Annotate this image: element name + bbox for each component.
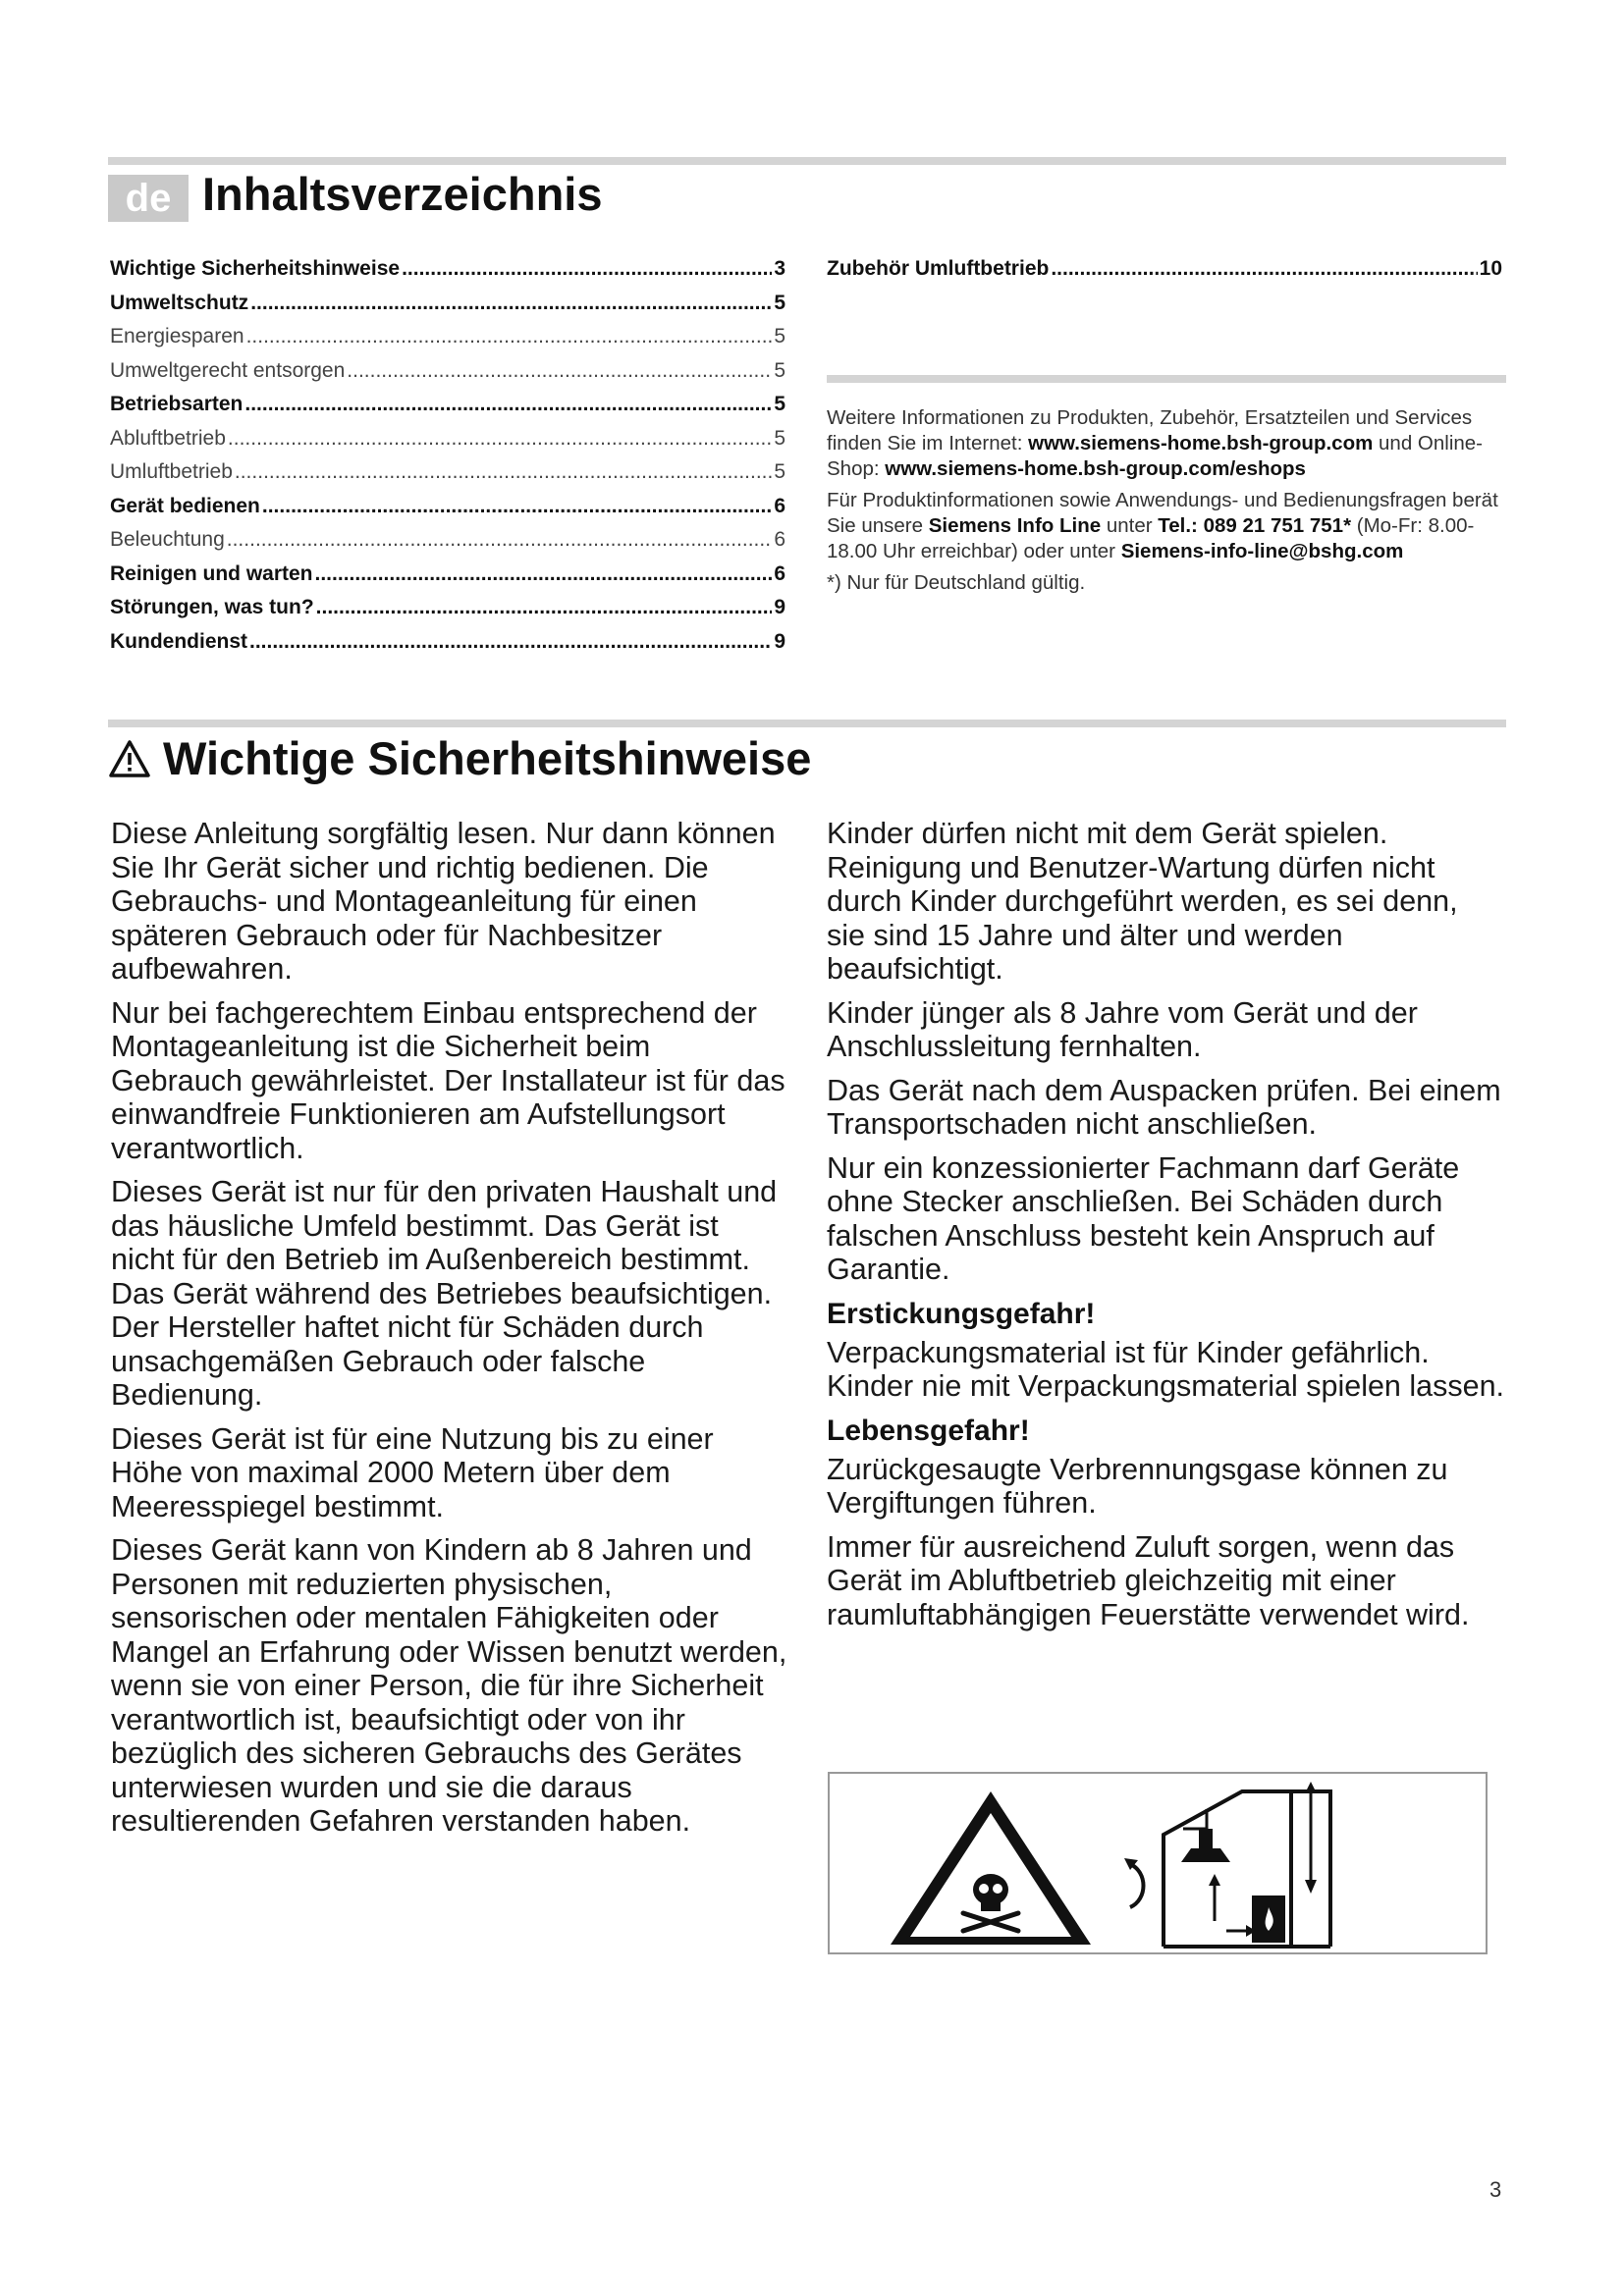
toc-entry-page: 10 [1479, 257, 1502, 280]
online-shop-link[interactable]: www.siemens-home.bsh-group.com/eshops [885, 457, 1306, 480]
toc-entry-page: 5 [774, 325, 785, 347]
info-divider [827, 375, 1506, 383]
safety-paragraph: Nur ein konzessionierter Fachmann darf Geräte ohne Stecker anschließen. Bei Schäden durch falschen Anschluss besteht kein Anspruch auf Garantie. [827, 1150, 1460, 1286]
toc-entry-label: Kundendienst [110, 629, 247, 653]
toc-entry-label: Zubehör Umluftbetrieb [827, 257, 1050, 280]
toxic-warning-icon [891, 1791, 1091, 1945]
toc-entry-energy-saving[interactable] [110, 325, 785, 359]
section-divider [108, 720, 1506, 727]
email-link[interactable]: Siemens-info-line@bshg.com [1120, 540, 1404, 562]
safety-right-column [827, 817, 1504, 1641]
info-footnote: *) Nur für Deutschland gültig. [827, 571, 1086, 594]
toc-entry-page: 9 [774, 596, 785, 618]
safety-paragraph: Kinder jünger als 8 Jahre vom Gerät und der Anschlussleitung fernhalten. [827, 995, 1418, 1063]
language-badge: de [108, 175, 189, 222]
toc-entry-page: 5 [774, 358, 785, 382]
toc-entry-page: 6 [774, 561, 785, 585]
toc-entry-troubleshooting[interactable] [110, 596, 785, 630]
toc-entry-customer-service[interactable] [110, 630, 785, 665]
info-hotline-paragraph: Für Produktinformationen sowie Anwendungs- und Bedienungsfragen berät Sie unsere Siemens Info Line unter Tel.: 089 21 751 751* (Mo-Fr: 8.00-18.00 Uhr erreichbar) oder unter Siemens-info-line@bshg.com [827, 489, 1498, 562]
phone-number: Tel.: 089 21 751 751* [1158, 514, 1352, 537]
toc-entry-label: Energiesparen [110, 325, 244, 347]
safety-paragraph: Nur bei fachgerechtem Einbau entsprechend der Montageanleitung ist die Sicherheit beim Gebrauch gewährleistet. Der Installateur ist für das einwandfreie Funktionieren am Aufstellungsort verantwortlich. [111, 995, 785, 1165]
info-line-name: Siemens Info Line [928, 514, 1102, 537]
warning-triangle-icon [108, 739, 151, 778]
toc-entry-page: 3 [774, 257, 785, 280]
toc-entry-label: Abluftbetrieb [110, 426, 226, 450]
danger-text: Zurückgesaugte Verbrennungsgase können zu Vergiftungen führen. [827, 1452, 1448, 1520]
safety-paragraph: Dieses Gerät ist für eine Nutzung bis zu einer Höhe von maximal 2000 Metern über dem Meeresspiegel bestimmt. [111, 1421, 714, 1523]
toc-entry-lighting[interactable] [110, 528, 785, 562]
flue-gas-warning-figure [828, 1772, 1488, 1954]
toc-entry-page: 5 [774, 426, 785, 450]
curved-arrow-icon [1130, 1864, 1144, 1907]
toc-entry-label: Störungen, was tun? [110, 596, 314, 618]
toc-entry-exhaust-mode[interactable] [110, 427, 785, 461]
toc-entry-recirculation-mode[interactable] [110, 460, 785, 495]
safety-section-title [108, 731, 811, 785]
toc-entry-page: 6 [774, 494, 785, 517]
page-number: 3 [1489, 2177, 1502, 2202]
danger-text: Immer für ausreichend Zuluft sorgen, wenn das Gerät im Abluftbetrieb gleichzeitig mit einer raumluftabhängigen Feuerstätte verwendet wird. [827, 1529, 1470, 1631]
toc-entry-page: 5 [774, 291, 785, 314]
info-online-paragraph: Weitere Informationen zu Produkten, Zubehör, Ersatzteilen und Services finden Sie im Internet: www.siemens-home.bsh-group.com und Online-Shop: www.siemens-home.bsh-group.com/eshops [827, 406, 1484, 480]
toc-entry-operation[interactable] [110, 495, 785, 529]
toc-entry-page: 5 [774, 460, 785, 483]
toc-entry-label: Umweltgerecht entsorgen [110, 358, 346, 382]
toc-title: Inhaltsverzeichnis [202, 168, 603, 220]
safety-paragraph: Dieses Gerät kann von Kindern ab 8 Jahren und Personen mit reduzierten physischen, sensorischen oder mentalen Fähigkeiten oder Mangel an Erfahrung oder Wissen benutzt werden, wenn sie von einer Person, die für ihre Sicherheit verantwortlich ist, beaufsichtigt oder von ihr bezüglich des sicheren Gebrauchs des Gerätes unterwiesen wurden und sie die daraus resultierenden Gefahren verstanden haben. [111, 1533, 787, 1838]
flue-gas-diagram [830, 1774, 1486, 1952]
toc-entry-page: 6 [774, 528, 785, 551]
safety-left-column [111, 817, 788, 1848]
toc-entry-label: Wichtige Sicherheitshinweise [110, 257, 401, 280]
toc-entry-cleaning[interactable] [110, 562, 785, 597]
top-divider [108, 157, 1506, 165]
toc-entry-accessories[interactable] [827, 257, 1502, 292]
suffocation-text: Verpackungsmaterial ist für Kinder gefährlich. Kinder nie mit Verpackungsmaterial spielen lassen. [827, 1335, 1505, 1403]
toc-entry-label: Umluftbetrieb [110, 460, 233, 483]
safety-paragraph: Diese Anleitung sorgfältig lesen. Nur dann können Sie Ihr Gerät sicher und richtig bedienen. Die Gebrauchs- und Montageanleitung für einen späteren Gebrauch oder für Nachbesitzer aufbewahren. [111, 817, 776, 986]
toc-entry-operating-modes[interactable] [110, 393, 785, 427]
toc-entry-disposal[interactable] [110, 359, 785, 394]
info-block [827, 405, 1514, 602]
room-diagram [1164, 1782, 1330, 1947]
toc-entry-page: 5 [774, 393, 785, 415]
toc-entry-label: Betriebsarten [110, 393, 244, 415]
safety-paragraph: Dieses Gerät ist nur für den privaten Haushalt und das häusliche Umfeld bestimmt. Das Gerät ist nicht für den Betrieb im Außenbereich bestimmt. Das Gerät während des Betriebes beaufsichtigen. Der Hersteller haftet nicht für Schäden durch unsachgemäßen Gebrauch oder falsche Bedienung. [111, 1175, 778, 1412]
toc-entry-label: Beleuchtung [110, 528, 225, 551]
safety-paragraph: Das Gerät nach dem Auspacken prüfen. Bei einem Transportschaden nicht anschließen. [827, 1073, 1501, 1141]
toc-entry-page: 9 [774, 629, 785, 653]
toc-entry-safety[interactable] [110, 257, 785, 292]
danger-heading: Lebensgefahr! [827, 1414, 1030, 1447]
safety-paragraph: Kinder dürfen nicht mit dem Gerät spielen. Reinigung und Benutzer-Wartung dürfen nicht durch Kinder durchgeführt werden, es sei denn, sie sind 15 Jahre und älter und werden beaufsichtigt. [827, 817, 1458, 986]
safety-title-text: Wichtige Sicherheitshinweise [163, 732, 812, 784]
toc-left-column [110, 257, 785, 664]
website-link[interactable]: www.siemens-home.bsh-group.com [1028, 432, 1374, 454]
toc-right-column [827, 257, 1502, 292]
toc-entry-label: Umweltschutz [110, 291, 249, 314]
toc-entry-label: Gerät bedienen [110, 494, 260, 517]
toc-entry-environment[interactable] [110, 292, 785, 326]
toc-entry-label: Reinigen und warten [110, 561, 313, 585]
suffocation-heading: Erstickungsgefahr! [827, 1297, 1096, 1330]
